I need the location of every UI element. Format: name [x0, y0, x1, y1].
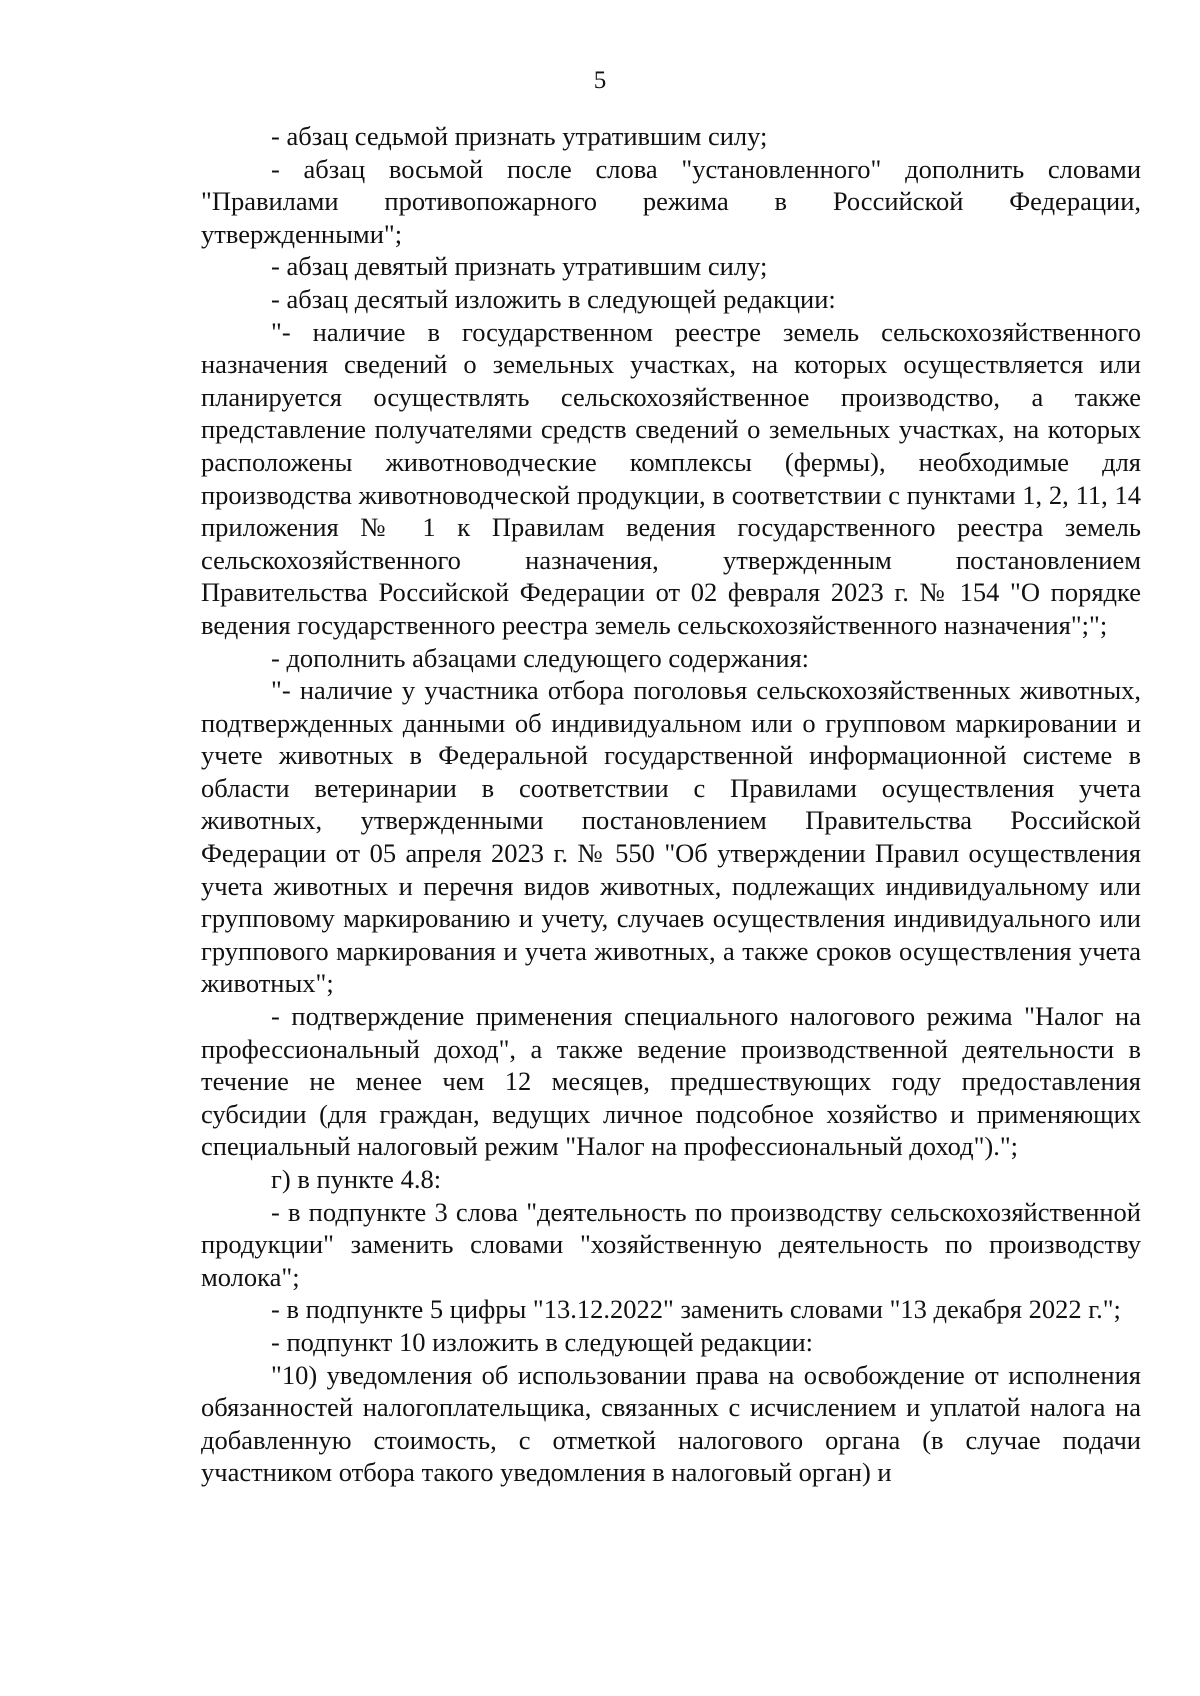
- paragraph: "- наличие в государственном реестре земель сельскохозяйственного назначения сведений о земельных участках, на которых осуществляется или планируется осуществлять сельскохозяйственное производство, а также представление получателями средств сведений о земельных участках, на которых расположены животноводческие комплексы (фермы), необходимые для производства животноводческой продукции, в соответствии с пунктами 1, 2, 11, 14 приложения № 1 к Правилам ведения государственного реестра земель сельскохозяйственного назначения, утвержденным постановлением Правительства Российской Федерации от 02 февраля 2023 г. № 154 "О порядке ведения государственного реестра земель сельскохозяйственного назначения";";: [201, 316, 1141, 640]
- paragraph: "10) уведомления об использовании права на освобождение от исполнения обязанностей налогоплательщика, связанных с исчислением и уплатой налога на добавленную стоимость, с отметкой налогового органа (в случае подачи участником отбора такого уведомления в налоговый орган) и: [201, 1359, 1141, 1488]
- paragraph: - дополнить абзацами следующего содержания:: [271, 642, 810, 673]
- paragraph: "- наличие у участника отбора поголовья сельскохозяйственных животных, подтвержденных данными об индивидуальном или о групповом маркировании и учете животных в Федеральной государственной информационной системе в области ветеринарии в соответствии с Правилами осуществления учета животных, утвержденными постановлением Правительства Российской Федерации от 05 апреля 2023 г. № 550 "Об утверждении Правил осуществления учета животных и перечня видов животных, подлежащих индивидуальному или групповому маркированию и учету, случаев осуществления индивидуального или группового маркирования и учета животных, а также сроков осуществления учета животных";: [201, 675, 1141, 999]
- page-number: 5: [593, 67, 607, 94]
- paragraph: - абзац десятый изложить в следующей редакции:: [271, 283, 836, 314]
- paragraph: г) в пункте 4.8:: [271, 1164, 442, 1194]
- paragraph: - в подпункте 5 цифры "13.12.2022" заменить словами "13 декабря 2022 г.";: [271, 1294, 1121, 1325]
- document-body: [201, 120, 1141, 1489]
- paragraph: - абзац седьмой признать утратившим силу;: [271, 121, 768, 151]
- paragraph: - подтверждение применения специального налогового режима "Налог на профессиональный доход", а также ведение производственной деятельности в течение не менее чем 12 месяцев, предшествующих году предоставления субсидии (для граждан, ведущих личное подсобное хозяйство и применяющих специальный налоговый режим "Налог на профессиональный доход").";: [201, 1001, 1141, 1162]
- paragraph: - абзац девятый признать утратившим силу;: [271, 251, 768, 282]
- paragraph: - в подпункте 3 слова "деятельность по производству сельскохозяйственной продукции" заменить словами "хозяйственную деятельность по производству молока";: [201, 1196, 1141, 1292]
- paragraph: - абзац восьмой после слова "установленного" дополнить словами "Правилами противопожарного режима в Российской Федерации, утвержденными";: [201, 153, 1141, 249]
- paragraph: - подпункт 10 изложить в следующей редакции:: [271, 1326, 814, 1357]
